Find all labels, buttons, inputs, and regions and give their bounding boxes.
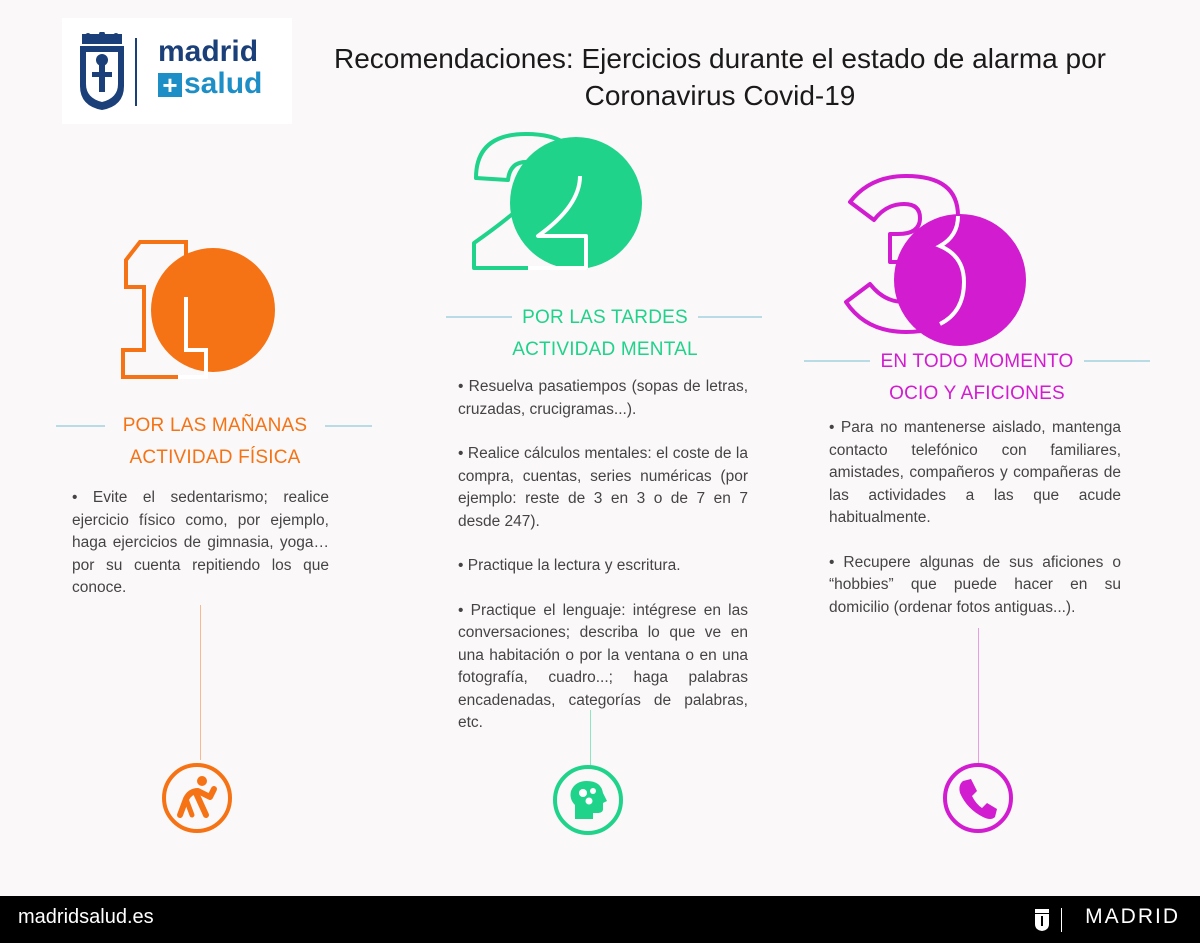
connector-line-3 [978,628,979,763]
footer-divider [1061,908,1062,932]
number-1-graphic [118,232,283,382]
column-1-text: • Evite el sedentarismo; realice ejercicio físico como, por ejemplo, haga ejercicios de gimnasia, yoga… por su cuenta repitiendo los que conoce. [72,489,329,596]
page-title: Recomendaciones: Ejercicios durante el estado de alarma por Coronavirus Covid-19 [334,43,1106,111]
logo-divider [135,38,137,106]
column-3-heading: EN TODO MOMENTO OCIO Y AFICIONES [867,346,1087,410]
madrid-salud-logo [62,18,292,124]
number-3-graphic [840,172,1035,347]
number-2-graphic [468,128,658,278]
column-2-heading: POR LAS TARDES ACTIVIDAD MENTAL [500,302,710,366]
exercise-icon [162,763,232,833]
footer-website: madridsalud.es [18,906,154,928]
connector-line-2 [590,710,591,765]
madrid-seal-icon [1034,908,1050,932]
footer-bar [0,896,1200,943]
column-3-text: • Para no mantenerse aislado, mantenga contacto telefónico con familiares, amistades, compañeros y compañeras de las actividades a las que acude habitualmente. • Recupere algunas de sus aficiones o “hobbies” que puede hacer en su domicilio (ordenar fotos antiguas...). [829,419,1121,616]
footer-city: MADRID [1085,905,1180,928]
connector-line-1 [200,605,201,760]
madrid-coat-of-arms-icon [76,32,128,112]
column-2-text: • Resuelva pasatiempos (sopas de letras, cruzadas, crucigramas...). • Realice cálculos mentales: el coste de la compra, cuentas, series numéricas (por ejemplo: reste de 3 en 3 o de 7 en 7 desde 247). • Practique la lectura y escritura. • Practique el lenguaje: intégrese en las conversaciones; describa lo que ve en una habitación o por la ventana o en una fotografía, cuadro...; haga palabras encadenadas, categorías de palabras, etc. [458,378,748,731]
logo-salud-text: salud [184,67,263,100]
column-1-heading: POR LAS MAÑANAS ACTIVIDAD FÍSICA [105,410,325,474]
phone-icon [943,763,1013,833]
brain-gears-icon [553,765,623,835]
logo-plus-icon: + [158,73,182,97]
logo-madrid-text: madrid [158,35,259,68]
